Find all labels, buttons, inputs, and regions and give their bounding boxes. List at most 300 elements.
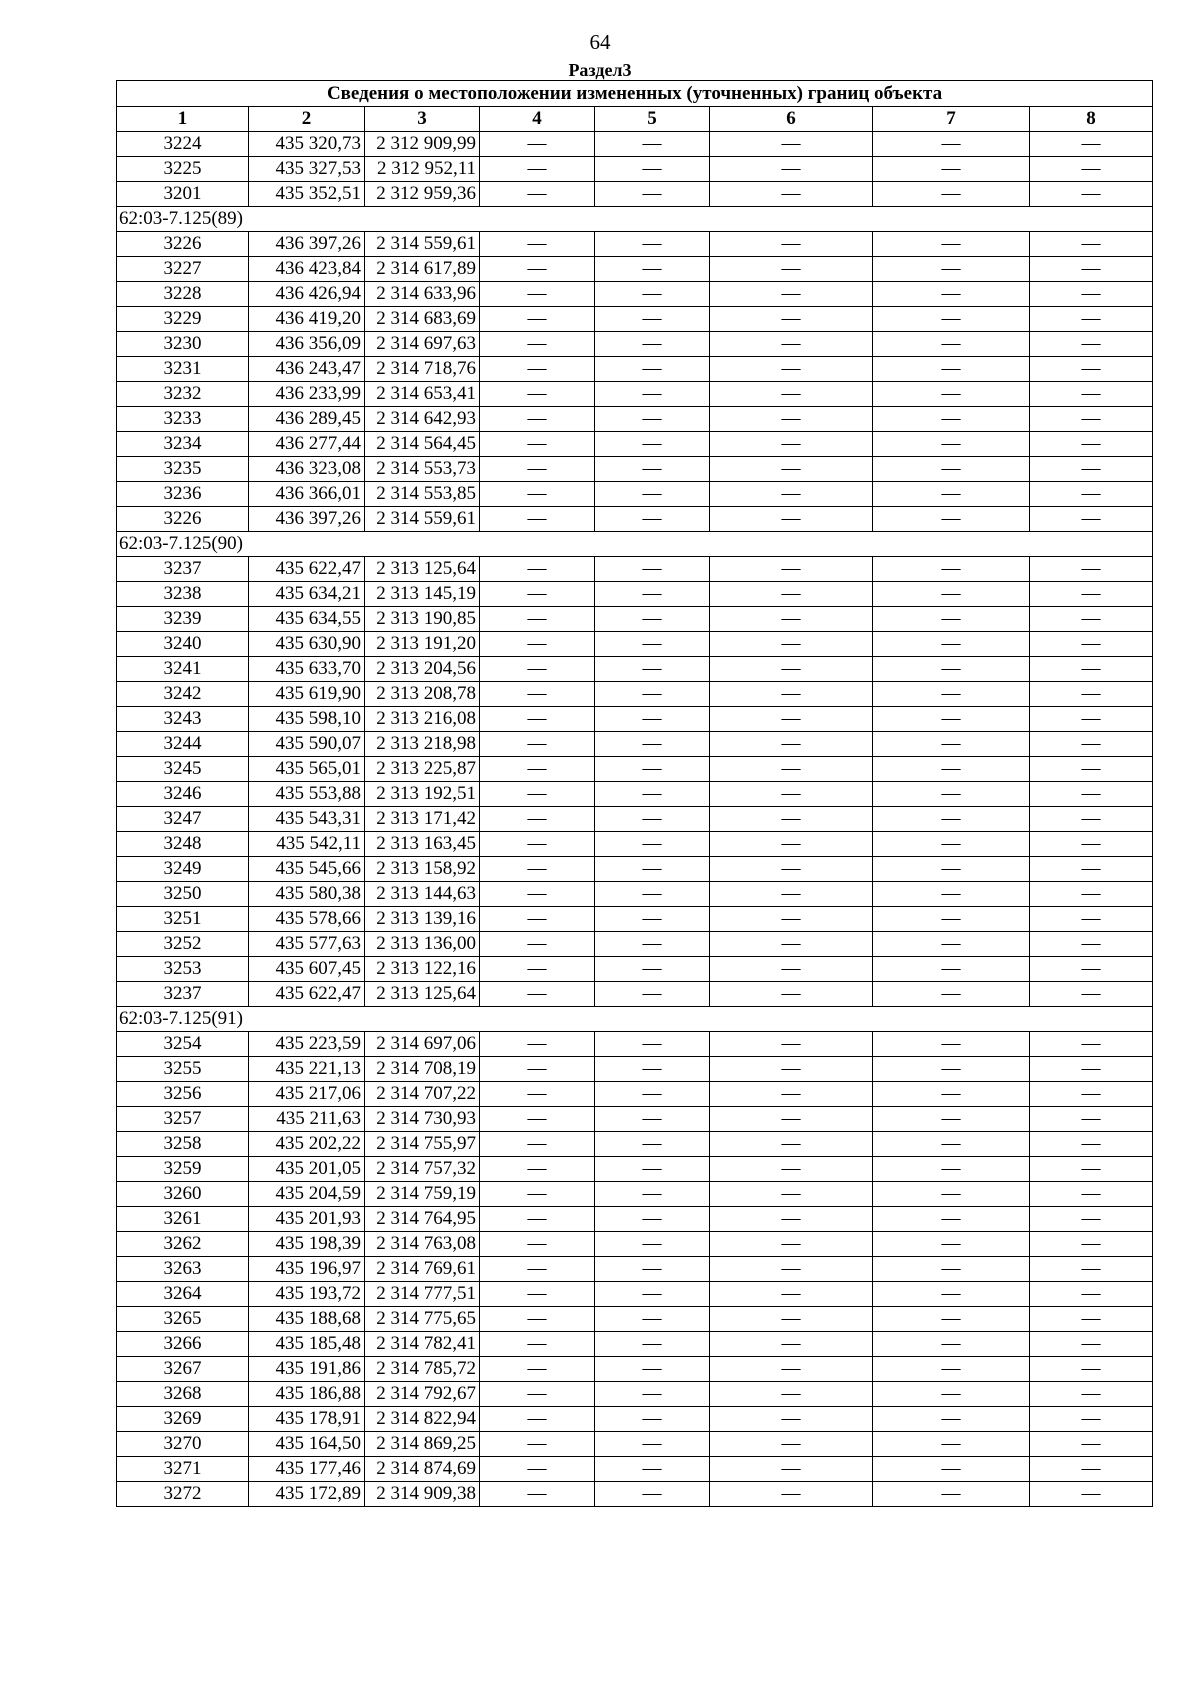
y-coordinate-cell: 2 313 225,87: [365, 757, 480, 782]
empty-value-cell: —: [1030, 257, 1153, 282]
y-coordinate-cell: 2 314 708,19: [365, 1057, 480, 1082]
empty-value-cell: —: [873, 757, 1030, 782]
empty-value-cell: —: [873, 382, 1030, 407]
empty-value-cell: —: [873, 682, 1030, 707]
empty-value-cell: —: [710, 182, 873, 207]
empty-value-cell: —: [873, 907, 1030, 932]
empty-value-cell: —: [873, 807, 1030, 832]
empty-value-cell: —: [480, 257, 595, 282]
y-coordinate-cell: 2 313 125,64: [365, 982, 480, 1007]
x-coordinate-cell: 435 201,05: [249, 1157, 365, 1182]
empty-value-cell: —: [1030, 407, 1153, 432]
empty-value-cell: —: [873, 232, 1030, 257]
x-coordinate-cell: 435 634,55: [249, 607, 365, 632]
empty-value-cell: —: [480, 1382, 595, 1407]
table-row: [117, 982, 1153, 1007]
point-number-cell: 3233: [117, 407, 249, 432]
empty-value-cell: —: [480, 982, 595, 1007]
empty-value-cell: —: [595, 132, 710, 157]
empty-value-cell: —: [710, 832, 873, 857]
empty-value-cell: —: [710, 1407, 873, 1432]
empty-value-cell: —: [1030, 1207, 1153, 1232]
empty-value-cell: —: [873, 607, 1030, 632]
empty-value-cell: —: [873, 957, 1030, 982]
empty-value-cell: —: [1030, 1107, 1153, 1132]
empty-value-cell: —: [480, 1132, 595, 1157]
empty-value-cell: —: [873, 832, 1030, 857]
empty-value-cell: —: [595, 807, 710, 832]
empty-value-cell: —: [1030, 707, 1153, 732]
x-coordinate-cell: 436 243,47: [249, 357, 365, 382]
point-number-cell: 3226: [117, 232, 249, 257]
table-row: [117, 332, 1153, 357]
empty-value-cell: —: [595, 657, 710, 682]
empty-value-cell: —: [595, 782, 710, 807]
empty-value-cell: —: [1030, 1032, 1153, 1057]
empty-value-cell: —: [480, 907, 595, 932]
empty-value-cell: —: [873, 257, 1030, 282]
cadastral-group-label: 62:03-7.125(89): [117, 207, 1153, 232]
table-caption: Сведения о местоположении измененных (уточненных) границ объекта: [117, 81, 1153, 107]
empty-value-cell: —: [595, 1282, 710, 1307]
boundary-coordinates-table: [116, 80, 1153, 1507]
table-row: [117, 507, 1153, 532]
empty-value-cell: —: [480, 1182, 595, 1207]
empty-value-cell: —: [595, 1332, 710, 1357]
empty-value-cell: —: [1030, 1332, 1153, 1357]
table-row: [117, 832, 1153, 857]
empty-value-cell: —: [873, 557, 1030, 582]
empty-value-cell: —: [480, 1257, 595, 1282]
x-coordinate-cell: 435 177,46: [249, 1457, 365, 1482]
empty-value-cell: —: [873, 1057, 1030, 1082]
empty-value-cell: —: [1030, 1232, 1153, 1257]
x-coordinate-cell: 436 397,26: [249, 232, 365, 257]
x-coordinate-cell: 435 185,48: [249, 1332, 365, 1357]
point-number-cell: 3238: [117, 582, 249, 607]
empty-value-cell: —: [1030, 1132, 1153, 1157]
point-number-cell: 3201: [117, 182, 249, 207]
point-number-cell: 3264: [117, 1282, 249, 1307]
x-coordinate-cell: 435 164,50: [249, 1432, 365, 1457]
x-coordinate-cell: 435 202,22: [249, 1132, 365, 1157]
x-coordinate-cell: 435 327,53: [249, 157, 365, 182]
empty-value-cell: —: [710, 1357, 873, 1382]
table-row: [117, 382, 1153, 407]
point-number-cell: 3226: [117, 507, 249, 532]
empty-value-cell: —: [710, 882, 873, 907]
empty-value-cell: —: [710, 757, 873, 782]
x-coordinate-cell: 436 423,84: [249, 257, 365, 282]
table-row: [117, 1157, 1153, 1182]
empty-value-cell: —: [480, 707, 595, 732]
empty-value-cell: —: [595, 407, 710, 432]
y-coordinate-cell: 2 313 158,92: [365, 857, 480, 882]
point-number-cell: 3260: [117, 1182, 249, 1207]
y-coordinate-cell: 2 314 769,61: [365, 1257, 480, 1282]
table-caption-row: [117, 81, 1153, 107]
empty-value-cell: —: [595, 1382, 710, 1407]
table-row: [117, 307, 1153, 332]
point-number-cell: 3227: [117, 257, 249, 282]
empty-value-cell: —: [595, 1257, 710, 1282]
empty-value-cell: —: [873, 1132, 1030, 1157]
empty-value-cell: —: [1030, 1482, 1153, 1507]
point-number-cell: 3251: [117, 907, 249, 932]
empty-value-cell: —: [595, 1207, 710, 1232]
table-header-row: [117, 107, 1153, 132]
empty-value-cell: —: [1030, 432, 1153, 457]
empty-value-cell: —: [1030, 732, 1153, 757]
x-coordinate-cell: 435 223,59: [249, 1032, 365, 1057]
table-row: [117, 1282, 1153, 1307]
empty-value-cell: —: [1030, 1257, 1153, 1282]
y-coordinate-cell: 2 314 707,22: [365, 1082, 480, 1107]
empty-value-cell: —: [710, 582, 873, 607]
empty-value-cell: —: [710, 632, 873, 657]
table-row: [117, 457, 1153, 482]
empty-value-cell: —: [873, 932, 1030, 957]
y-coordinate-cell: 2 314 697,63: [365, 332, 480, 357]
point-number-cell: 3248: [117, 832, 249, 857]
point-number-cell: 3242: [117, 682, 249, 707]
x-coordinate-cell: 435 619,90: [249, 682, 365, 707]
empty-value-cell: —: [595, 957, 710, 982]
x-coordinate-cell: 435 545,66: [249, 857, 365, 882]
empty-value-cell: —: [1030, 1307, 1153, 1332]
empty-value-cell: —: [1030, 857, 1153, 882]
table-row: [117, 857, 1153, 882]
empty-value-cell: —: [710, 1082, 873, 1107]
point-number-cell: 3246: [117, 782, 249, 807]
table-row: [117, 1257, 1153, 1282]
empty-value-cell: —: [595, 1157, 710, 1182]
table-row: [117, 932, 1153, 957]
empty-value-cell: —: [873, 507, 1030, 532]
x-coordinate-cell: 436 323,08: [249, 457, 365, 482]
table-row: [117, 1332, 1153, 1357]
y-coordinate-cell: 2 313 204,56: [365, 657, 480, 682]
y-coordinate-cell: 2 314 763,08: [365, 1232, 480, 1257]
table-row: [117, 357, 1153, 382]
empty-value-cell: —: [873, 1432, 1030, 1457]
empty-value-cell: —: [595, 857, 710, 882]
empty-value-cell: —: [710, 507, 873, 532]
x-coordinate-cell: 436 289,45: [249, 407, 365, 432]
empty-value-cell: —: [595, 1407, 710, 1432]
empty-value-cell: —: [710, 1057, 873, 1082]
empty-value-cell: —: [595, 682, 710, 707]
empty-value-cell: —: [873, 357, 1030, 382]
empty-value-cell: —: [595, 1432, 710, 1457]
empty-value-cell: —: [710, 657, 873, 682]
empty-value-cell: —: [873, 882, 1030, 907]
x-coordinate-cell: 435 543,31: [249, 807, 365, 832]
table-row: [117, 707, 1153, 732]
x-coordinate-cell: 436 419,20: [249, 307, 365, 332]
empty-value-cell: —: [1030, 332, 1153, 357]
empty-value-cell: —: [1030, 182, 1153, 207]
x-coordinate-cell: 435 320,73: [249, 132, 365, 157]
empty-value-cell: —: [873, 132, 1030, 157]
x-coordinate-cell: 435 542,11: [249, 832, 365, 857]
empty-value-cell: —: [1030, 632, 1153, 657]
point-number-cell: 3236: [117, 482, 249, 507]
empty-value-cell: —: [873, 982, 1030, 1007]
empty-value-cell: —: [710, 932, 873, 957]
point-number-cell: 3269: [117, 1407, 249, 1432]
y-coordinate-cell: 2 313 190,85: [365, 607, 480, 632]
empty-value-cell: —: [595, 307, 710, 332]
empty-value-cell: —: [480, 157, 595, 182]
empty-value-cell: —: [710, 1382, 873, 1407]
y-coordinate-cell: 2 314 822,94: [365, 1407, 480, 1432]
empty-value-cell: —: [480, 407, 595, 432]
empty-value-cell: —: [710, 432, 873, 457]
empty-value-cell: —: [873, 1182, 1030, 1207]
column-header: 5: [595, 107, 710, 132]
empty-value-cell: —: [595, 1357, 710, 1382]
y-coordinate-cell: 2 313 191,20: [365, 632, 480, 657]
y-coordinate-cell: 2 314 633,96: [365, 282, 480, 307]
empty-value-cell: —: [710, 232, 873, 257]
point-number-cell: 3225: [117, 157, 249, 182]
empty-value-cell: —: [1030, 1457, 1153, 1482]
empty-value-cell: —: [480, 657, 595, 682]
point-number-cell: 3239: [117, 607, 249, 632]
empty-value-cell: —: [1030, 607, 1153, 632]
empty-value-cell: —: [873, 282, 1030, 307]
point-number-cell: 3271: [117, 1457, 249, 1482]
empty-value-cell: —: [873, 482, 1030, 507]
empty-value-cell: —: [710, 382, 873, 407]
empty-value-cell: —: [595, 632, 710, 657]
empty-value-cell: —: [1030, 832, 1153, 857]
y-coordinate-cell: 2 314 653,41: [365, 382, 480, 407]
empty-value-cell: —: [710, 1157, 873, 1182]
y-coordinate-cell: 2 314 764,95: [365, 1207, 480, 1232]
empty-value-cell: —: [480, 1157, 595, 1182]
empty-value-cell: —: [1030, 557, 1153, 582]
point-number-cell: 3224: [117, 132, 249, 157]
empty-value-cell: —: [1030, 1432, 1153, 1457]
y-coordinate-cell: 2 314 697,06: [365, 1032, 480, 1057]
table-row: [117, 1357, 1153, 1382]
point-number-cell: 3266: [117, 1332, 249, 1357]
empty-value-cell: —: [710, 307, 873, 332]
y-coordinate-cell: 2 314 559,61: [365, 507, 480, 532]
empty-value-cell: —: [480, 607, 595, 632]
empty-value-cell: —: [480, 1057, 595, 1082]
empty-value-cell: —: [595, 982, 710, 1007]
point-number-cell: 3257: [117, 1107, 249, 1132]
x-coordinate-cell: 435 172,89: [249, 1482, 365, 1507]
empty-value-cell: —: [873, 407, 1030, 432]
point-number-cell: 3241: [117, 657, 249, 682]
empty-value-cell: —: [873, 182, 1030, 207]
empty-value-cell: —: [480, 382, 595, 407]
x-coordinate-cell: 435 578,66: [249, 907, 365, 932]
x-coordinate-cell: 435 211,63: [249, 1107, 365, 1132]
group-row: [117, 1007, 1153, 1032]
empty-value-cell: —: [480, 1357, 595, 1382]
table-row: [117, 682, 1153, 707]
empty-value-cell: —: [710, 1107, 873, 1132]
x-coordinate-cell: 435 590,07: [249, 732, 365, 757]
cadastral-group-label: 62:03-7.125(90): [117, 532, 1153, 557]
y-coordinate-cell: 2 313 139,16: [365, 907, 480, 932]
table-row: [117, 907, 1153, 932]
x-coordinate-cell: 435 634,21: [249, 582, 365, 607]
empty-value-cell: —: [480, 182, 595, 207]
point-number-cell: 3249: [117, 857, 249, 882]
empty-value-cell: —: [595, 382, 710, 407]
empty-value-cell: —: [710, 357, 873, 382]
point-number-cell: 3254: [117, 1032, 249, 1057]
empty-value-cell: —: [710, 782, 873, 807]
empty-value-cell: —: [1030, 1157, 1153, 1182]
y-coordinate-cell: 2 314 775,65: [365, 1307, 480, 1332]
x-coordinate-cell: 436 233,99: [249, 382, 365, 407]
empty-value-cell: —: [873, 1307, 1030, 1332]
empty-value-cell: —: [710, 407, 873, 432]
table-row: [117, 157, 1153, 182]
table-row: [117, 957, 1153, 982]
table-row: [117, 1457, 1153, 1482]
table-row: [117, 132, 1153, 157]
empty-value-cell: —: [480, 932, 595, 957]
empty-value-cell: —: [1030, 1407, 1153, 1432]
empty-value-cell: —: [1030, 1357, 1153, 1382]
x-coordinate-cell: 435 630,90: [249, 632, 365, 657]
y-coordinate-cell: 2 313 122,16: [365, 957, 480, 982]
empty-value-cell: —: [595, 457, 710, 482]
empty-value-cell: —: [595, 1482, 710, 1507]
point-number-cell: 3270: [117, 1432, 249, 1457]
y-coordinate-cell: 2 314 683,69: [365, 307, 480, 332]
y-coordinate-cell: 2 314 777,51: [365, 1282, 480, 1307]
empty-value-cell: —: [480, 507, 595, 532]
x-coordinate-cell: 435 553,88: [249, 782, 365, 807]
table-row: [117, 1232, 1153, 1257]
empty-value-cell: —: [1030, 782, 1153, 807]
y-coordinate-cell: 2 314 792,67: [365, 1382, 480, 1407]
table-row: [117, 1032, 1153, 1057]
empty-value-cell: —: [873, 857, 1030, 882]
y-coordinate-cell: 2 314 869,25: [365, 1432, 480, 1457]
empty-value-cell: —: [595, 1032, 710, 1057]
empty-value-cell: —: [595, 557, 710, 582]
empty-value-cell: —: [710, 1482, 873, 1507]
empty-value-cell: —: [1030, 907, 1153, 932]
table-row: [117, 1057, 1153, 1082]
x-coordinate-cell: 435 193,72: [249, 1282, 365, 1307]
table-row: [117, 1082, 1153, 1107]
empty-value-cell: —: [710, 1232, 873, 1257]
empty-value-cell: —: [480, 132, 595, 157]
empty-value-cell: —: [710, 707, 873, 732]
empty-value-cell: —: [1030, 507, 1153, 532]
y-coordinate-cell: 2 314 782,41: [365, 1332, 480, 1357]
empty-value-cell: —: [1030, 982, 1153, 1007]
x-coordinate-cell: 435 607,45: [249, 957, 365, 982]
y-coordinate-cell: 2 313 218,98: [365, 732, 480, 757]
cadastral-group-label: 62:03-7.125(91): [117, 1007, 1153, 1032]
empty-value-cell: —: [480, 1482, 595, 1507]
column-header: 1: [117, 107, 249, 132]
empty-value-cell: —: [595, 182, 710, 207]
empty-value-cell: —: [595, 1057, 710, 1082]
x-coordinate-cell: 435 198,39: [249, 1232, 365, 1257]
empty-value-cell: —: [480, 1307, 595, 1332]
y-coordinate-cell: 2 312 952,11: [365, 157, 480, 182]
table-row: [117, 807, 1153, 832]
y-coordinate-cell: 2 312 959,36: [365, 182, 480, 207]
point-number-cell: 3237: [117, 557, 249, 582]
x-coordinate-cell: 435 196,97: [249, 1257, 365, 1282]
empty-value-cell: —: [480, 1232, 595, 1257]
group-row: [117, 207, 1153, 232]
empty-value-cell: —: [710, 1282, 873, 1307]
empty-value-cell: —: [480, 807, 595, 832]
empty-value-cell: —: [1030, 757, 1153, 782]
empty-value-cell: —: [480, 757, 595, 782]
x-coordinate-cell: 435 201,93: [249, 1207, 365, 1232]
empty-value-cell: —: [710, 1257, 873, 1282]
point-number-cell: 3243: [117, 707, 249, 732]
empty-value-cell: —: [710, 1182, 873, 1207]
empty-value-cell: —: [595, 432, 710, 457]
table-row: [117, 1107, 1153, 1132]
empty-value-cell: —: [710, 257, 873, 282]
empty-value-cell: —: [873, 732, 1030, 757]
y-coordinate-cell: 2 313 144,63: [365, 882, 480, 907]
empty-value-cell: —: [1030, 957, 1153, 982]
x-coordinate-cell: 435 221,13: [249, 1057, 365, 1082]
table-row: [117, 1207, 1153, 1232]
column-header: 4: [480, 107, 595, 132]
point-number-cell: 3252: [117, 932, 249, 957]
empty-value-cell: —: [480, 232, 595, 257]
point-number-cell: 3256: [117, 1082, 249, 1107]
point-number-cell: 3228: [117, 282, 249, 307]
point-number-cell: 3247: [117, 807, 249, 832]
empty-value-cell: —: [710, 1207, 873, 1232]
empty-value-cell: —: [1030, 1082, 1153, 1107]
empty-value-cell: —: [873, 1157, 1030, 1182]
y-coordinate-cell: 2 312 909,99: [365, 132, 480, 157]
empty-value-cell: —: [595, 732, 710, 757]
x-coordinate-cell: 436 426,94: [249, 282, 365, 307]
empty-value-cell: —: [873, 457, 1030, 482]
table-row: [117, 432, 1153, 457]
empty-value-cell: —: [595, 932, 710, 957]
y-coordinate-cell: 2 314 909,38: [365, 1482, 480, 1507]
empty-value-cell: —: [480, 682, 595, 707]
empty-value-cell: —: [595, 482, 710, 507]
empty-value-cell: —: [710, 1032, 873, 1057]
x-coordinate-cell: 435 633,70: [249, 657, 365, 682]
empty-value-cell: —: [480, 482, 595, 507]
empty-value-cell: —: [595, 1107, 710, 1132]
empty-value-cell: —: [595, 1082, 710, 1107]
x-coordinate-cell: 435 580,38: [249, 882, 365, 907]
column-header: 3: [365, 107, 480, 132]
empty-value-cell: —: [873, 307, 1030, 332]
empty-value-cell: —: [480, 632, 595, 657]
empty-value-cell: —: [480, 457, 595, 482]
empty-value-cell: —: [873, 1082, 1030, 1107]
